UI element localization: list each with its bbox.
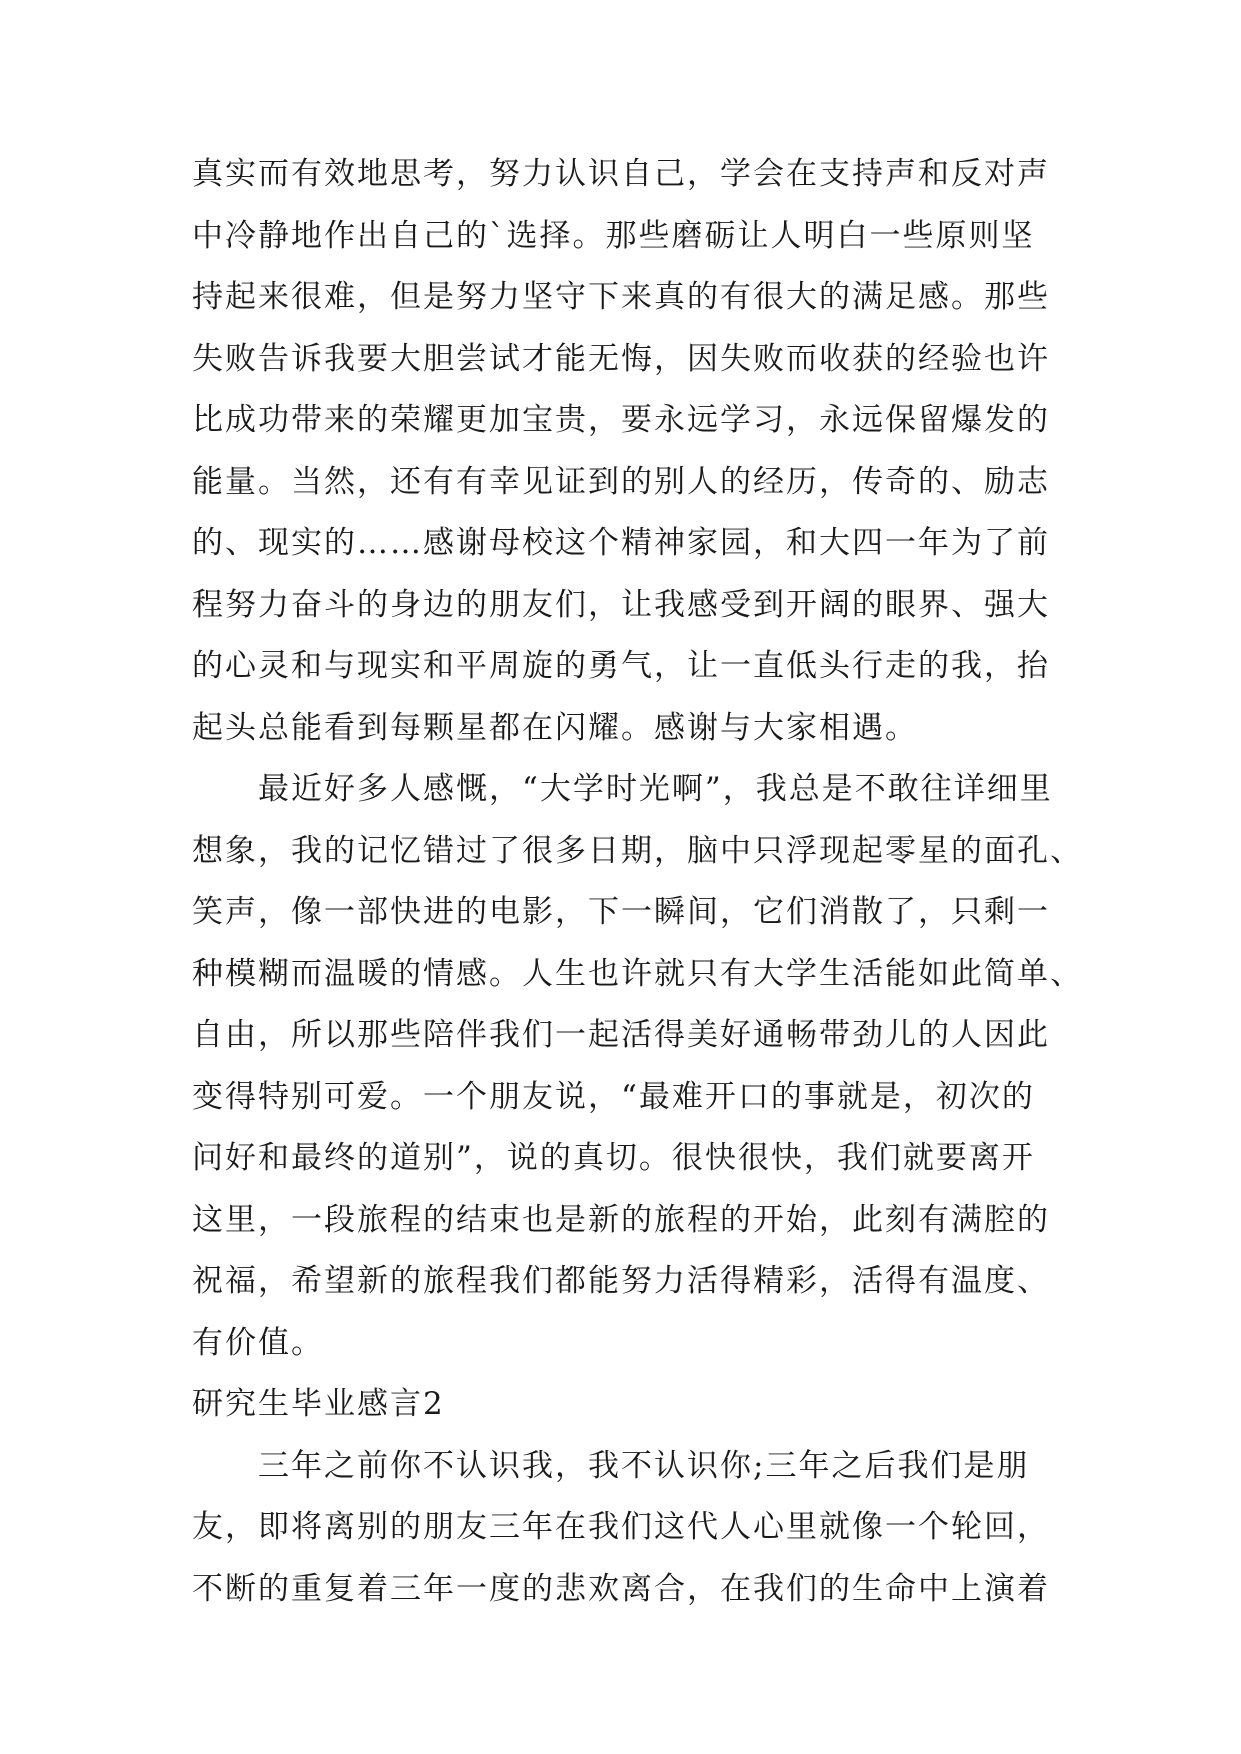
section-heading: 研究生毕业感言2	[192, 1386, 445, 1422]
paragraph-line: 笑声，像一部快进的电影，下一瞬间，它们消散了，只剩一	[192, 894, 1050, 930]
paragraph-line: 不断的重复着三年一度的悲欢离合，在我们的生命中上演着	[192, 1570, 1050, 1607]
paragraph-line: 的、现实的……感谢母校这个精神家园，和大四一年为了前	[192, 525, 1050, 561]
paragraph-line: 起头总能看到每颗星都在闪耀。感谢与大家相遇。	[192, 709, 918, 746]
paragraph-line: 三年之前你不认识我，我不认识你;三年之后我们是朋	[258, 1447, 1030, 1484]
paragraph-2	[192, 759, 1083, 1374]
paragraph-line: 友，即将离别的朋友三年在我们这代人心里就像一个轮回，	[192, 1509, 1050, 1545]
paragraph-line: 中冷静地作出自己的`选择。那些磨砺让人明白一些原则坚	[192, 217, 1035, 254]
paragraph-line: 程努力奋斗的身边的朋友们，让我感受到开阔的眼界、强大	[192, 586, 1050, 623]
paragraph-line: 有价值。	[192, 1324, 324, 1361]
paragraph-line: 失败告诉我要大胆尝试才能无悔，因失败而收获的经验也许	[192, 340, 1050, 377]
paragraph-line: 能量。当然，还有有幸见证到的别人的经历，传奇的、励志	[192, 463, 1050, 500]
paragraph-line: 自由，所以那些陪伴我们一起活得美好通畅带劲儿的人因此	[192, 1017, 1050, 1053]
paragraph-line: 祝福，希望新的旅程我们都能努力活得精彩，活得有温度、	[192, 1263, 1050, 1299]
paragraph-line: 种模糊而温暖的情感。人生也许就只有大学生活能如此简单、	[192, 955, 1083, 992]
paragraph-line: 问好和最终的道别”，说的真切。很快很快，我们就要离开	[192, 1140, 1035, 1176]
paragraph-line: 这里，一段旅程的结束也是新的旅程的开始，此刻有满腔的	[192, 1201, 1050, 1238]
paragraph-line: 最近好多人感慨，“大学时光啊”，我总是不敢往详细里	[258, 771, 1053, 807]
paragraph-line: 比成功带来的荣耀更加宝贵，要永远学习，永远保留爆发的	[192, 402, 1050, 438]
document-body	[192, 144, 1083, 1620]
paragraph-line: 的心灵和与现实和平周旋的勇气，让一直低头行走的我，抬	[192, 648, 1050, 684]
paragraph-1	[192, 144, 1052, 759]
paragraph-line: 变得特别可爱。一个朋友说，“最难开口的事就是，初次的	[192, 1078, 1035, 1115]
paragraph-3	[192, 1436, 1052, 1621]
paragraph-line: 持起来很难，但是努力坚守下来真的有很大的满足感。那些	[192, 279, 1050, 315]
paragraph-line: 想象，我的记忆错过了很多日期，脑中只浮现起零星的面孔、	[192, 832, 1083, 869]
paragraph-line: 真实而有效地思考，努力认识自己，学会在支持声和反对声	[192, 156, 1050, 192]
